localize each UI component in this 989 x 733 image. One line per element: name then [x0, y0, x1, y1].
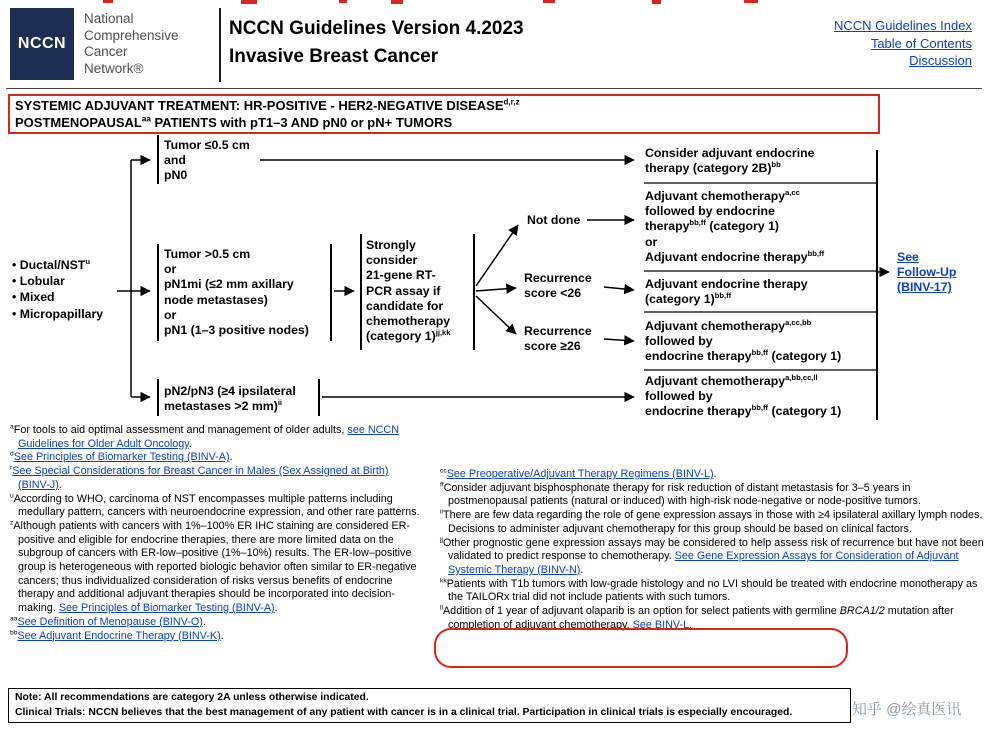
- inline-link[interactable]: (BINV-17): [897, 280, 952, 295]
- inline-link[interactable]: See Principles of Biomarker Testing (BINV-A): [13, 451, 230, 464]
- inline-link[interactable]: See Special Considerations for Breast Cancer in Males (Sex Assigned at Birth) (BINV-J): [12, 465, 389, 491]
- inline-link[interactable]: See BINV-L: [632, 618, 690, 631]
- inline-link[interactable]: See Gene Expression Assays for Consideration of Adjuvant Systemic Therapy (BINV-N): [448, 550, 959, 576]
- page-title-line2: Invasive Breast Cancer: [229, 46, 439, 67]
- footnote-ii: $^{ii}$There are few data regarding the role of gene expression assays in those with ≥4 ipsilateral axillary lymph nodes. Decisions to administer adjuvant chemotherapy for this group should be based on clinical factors.: [440, 508, 983, 535]
- outcome-chemo-endocrine-rs26: Adjuvant chemotherapy$^{a,cc,bb}$ followed by endocrine therapy$^{bb,ff}$ (category 1): [645, 317, 842, 364]
- link-guidelines-index[interactable]: NCCN Guidelines Index: [833, 18, 972, 33]
- crop-artifact: [241, 0, 257, 4]
- outcome-endocrine-cat1: Adjuvant endocrine therapy (category 1)$^{bb,ff}$: [645, 277, 808, 307]
- inline-link[interactable]: See Preoperative/Adjuvant Therapy Regimens (BINV-L): [446, 468, 714, 480]
- header-divider: [219, 8, 221, 82]
- footnote-z: $^z$Although patients with cancers with 1%–100% ER IHC staining are considered ER-positive and eligible for endocrine therapies, there are more limited data on the subgroup of cancers with ER-low–positive (1%–10%) results. The ER-low–positive group is heterogeneous with reported biologic behavior often similar to ER-negative cancers; thus individualized consideration of risks versus benefits of endocrine therapy and additional adjuvant therapies should be incorporated into decision-making. See Principles of Biomarker Testing (BINV-A).: [10, 519, 417, 615]
- footnote-ff: $^{ff}$Consider adjuvant bisphosphonate therapy for risk reduction of distant metastasis for 3–5 years in postmenopausal patients (natural or induced) with high-risk node-negative or node-positive tumors.: [440, 481, 921, 508]
- banner-line2: $POSTMENOPAUSAL^{aa}$ PATIENTS with pT1–3 AND pN0 or pN+ TUMORS: [15, 114, 453, 130]
- outcome-chemo-or-endocrine: Adjuvant chemotherapy$^{a,cc}$ followed by endocrine therapy$^{bb,ff}$ (category 1) or Adjuvant endocrine therapy$^{bb,ff}$: [645, 187, 825, 264]
- branch-not-done: Not done: [527, 213, 581, 227]
- footnote-d: $^d$See Principles of Biomarker Testing (BINV-A).: [10, 450, 233, 464]
- inline-link[interactable]: See Adjuvant Endocrine Therapy (BINV-K): [17, 629, 221, 642]
- watermark: 知乎 @绘真医讯: [852, 701, 962, 718]
- crop-artifact: [339, 0, 347, 3]
- footnotes-right: [440, 468, 986, 632]
- nccn-logo-text: NCCN: [17, 35, 67, 52]
- banner-line1: SYSTEMIC ADJUVANT TREATMENT: HR-POSITIVE - HER2-NEGATIVE DISEASE$^{d,r,z}$: [15, 97, 520, 113]
- crop-artifact: [543, 0, 555, 3]
- footnotes-left: [10, 424, 422, 643]
- node-tumor-small: Tumor ≤0.5 cm and pN0: [164, 138, 250, 183]
- section-banner: [8, 94, 880, 134]
- page-title-line1: NCCN Guidelines Version 4.2023: [229, 18, 524, 39]
- footnote-u: $^u$According to WHO, carcinoma of NST encompasses multiple patterns including medullary pattern, cancers with neuroendocrine expression, and other rare patterns.: [10, 491, 420, 519]
- footnote-a: $^a$For tools to aid optimal assessment and management of older adults, see NCCN Guidelines for Older Adult Oncology.: [10, 423, 400, 450]
- outcome-endocrine-2b: Consider adjuvant endocrine therapy (category 2B)$^{bb}$: [645, 146, 815, 176]
- header-rule: [6, 88, 982, 89]
- footnote-aa: $^{aa}$See Definition of Menopause (BINV-O).: [10, 615, 206, 628]
- node-tumor-larger: Tumor >0.5 cm or pN1mi (≤2 mm axillary node metastases) or pN1 (1–3 positive nodes): [164, 247, 309, 338]
- inline-link[interactable]: Follow-Up: [897, 265, 957, 280]
- branch-recurrence-lt26: Recurrence score <26: [524, 271, 592, 301]
- branch-recurrence-ge26: Recurrence score ≥26: [524, 324, 592, 354]
- node-histology-entry: • Ductal/NST$^u$ • Lobular • Mixed • Micropapillary: [12, 256, 104, 321]
- footnote-r: $^r$See Special Considerations for Breast Cancer in Males (Sex Assigned at Birth) (BINV-J).: [10, 464, 389, 491]
- crop-artifact: [391, 0, 403, 4]
- node-pn2-pn3: pN2/pN3 (≥4 ipsilateral metastases >2 mm)$^{ii}$: [164, 384, 296, 414]
- footnote-cc: $^{cc}$See Preoperative/Adjuvant Therapy Regimens (BINV-L).: [440, 467, 717, 480]
- org-name: National Comprehensive Cancer Network®: [84, 11, 179, 76]
- footnote-ll: $^{ll}$Addition of 1 year of adjuvant olaparib is an option for select patients with germline BRCA1/2 mutation after completion of adjuvant chemotherapy. See BINV-L.: [440, 604, 954, 631]
- footnote-bb: $^{bb}$See Adjuvant Endocrine Therapy (BINV-K).: [10, 628, 224, 642]
- crop-artifact: [652, 0, 661, 4]
- inline-link[interactable]: see NCCN Guidelines for Older Adult Oncology: [18, 424, 400, 450]
- outcome-chemo-endocrine-pn23: Adjuvant chemotherapy$^{a,bb,cc,ll}$ followed by endocrine therapy$^{bb,ff}$ (category 1): [645, 372, 842, 419]
- inline-link[interactable]: See: [897, 250, 919, 264]
- footnote-jj: $^{jj}$Other prognostic gene expression assays may be considered to help assess risk of recurrence but have not been validated to predict response to chemotherapy. See Gene Expression Assays for Consideration of Adjuvant Systemic Therapy (BINV-N).: [440, 535, 984, 576]
- link-discussion[interactable]: Discussion: [909, 53, 972, 68]
- nccn-logo: [10, 8, 74, 80]
- note-line1: Note: All recommendations are category 2A unless otherwise indicated.: [15, 692, 369, 703]
- note-line2: Clinical Trials: NCCN believes that the best management of any patient with cancer is in a clinical trial. Participation in clinical trials is especially encouraged.: [15, 706, 793, 718]
- red-annotation-circle: [434, 628, 848, 668]
- node-21gene-assay: Strongly consider 21-gene RT- PCR assay if candidate for chemotherapy (category 1)$^{jj,kk}$: [366, 238, 451, 344]
- crop-artifact: [744, 0, 758, 3]
- link-table-of-contents[interactable]: Table of Contents: [870, 35, 972, 51]
- crop-artifact: [103, 0, 113, 3]
- followup-link[interactable]: [897, 250, 956, 296]
- footnote-kk: $^{kk}$Patients with T1b tumors with low-grade histology and no LVI should be treated with endocrine monotherapy as the TAILORx trial did not include patients with such tumors.: [440, 577, 978, 604]
- note-box: [8, 688, 851, 723]
- inline-link[interactable]: See Principles of Biomarker Testing (BINV-A): [58, 602, 275, 615]
- inline-link[interactable]: See Definition of Menopause (BINV-O): [17, 615, 203, 628]
